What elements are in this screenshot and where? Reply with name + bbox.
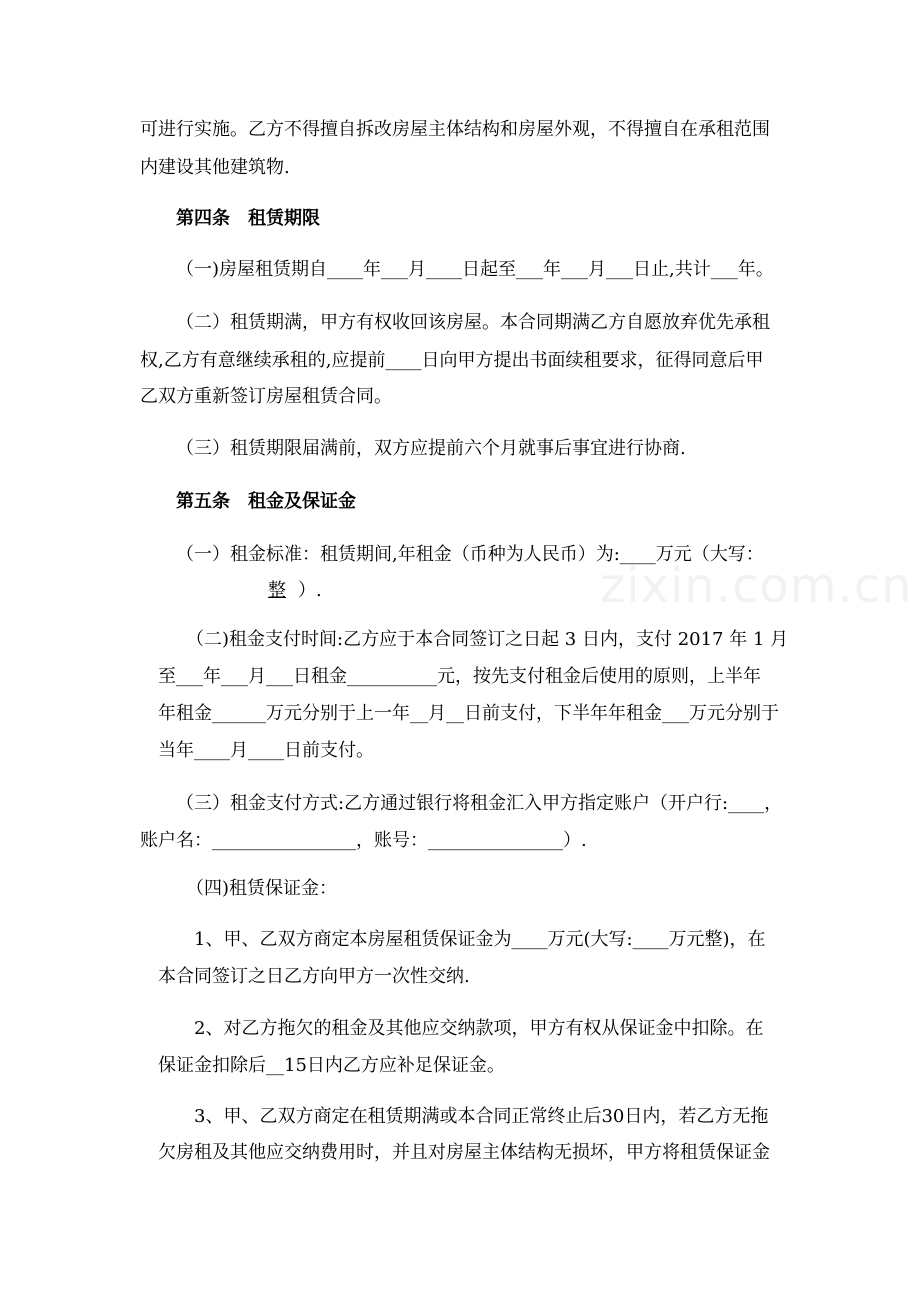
text-line: （二)租金支付时间:乙方应于本合同签订之日起 3 日内，支付 2017 年 1 月 <box>186 629 789 650</box>
text-line: （一）租金标准：租赁期间,年租金（币种为人民币）为:____万元（大写： <box>176 544 764 565</box>
text-line: 年租金______万元分别于上一年__月__日前支付，下半年年租金___万元分别于 <box>158 703 779 724</box>
section-heading-4: 第四条 租赁期限 <box>176 208 320 229</box>
text-segment: ）. <box>298 580 322 601</box>
text-line: 保证金扣除后__15日内乙方应补足保证金。 <box>158 1055 505 1076</box>
text-line: 本合同签订之日乙方向甲方一次性交纳. <box>158 966 470 987</box>
text-line <box>268 579 322 603</box>
text-line: （一)房屋租赁期自____年___月____日起至___年___月___日止,共计___年。 <box>176 259 774 280</box>
text-line: 2、对乙方拖欠的租金及其他应交纳款项，甲方有权从保证金中扣除。在 <box>194 1018 764 1039</box>
underlined-text: 整 <box>268 580 286 601</box>
text-line: （三）租赁期限届满前，双方应提前六个月就事后事宜进行协商. <box>176 438 686 459</box>
text-line: 至___年___月___日租金__________元，按先支付租金后使用的原则，上半年 <box>158 666 761 687</box>
section-heading-5: 第五条 租金及保证金 <box>176 491 356 512</box>
text-line: （四)租赁保证金： <box>186 878 338 899</box>
text-line: （三）租金支付方式:乙方通过银行将租金汇入甲方指定账户（开户行:____， <box>176 793 783 814</box>
text-line: 可进行实施。乙方不得擅自拆改房屋主体结构和房屋外观，不得擅自在承租范围 <box>140 119 770 140</box>
text-line: （二）租赁期满，甲方有权收回该房屋。本合同期满乙方自愿放弃优先承租 <box>176 312 770 333</box>
text-line: 账户名：________________，账号：_______________）. <box>140 830 587 851</box>
text-line: 内建设其他建筑物. <box>140 157 290 178</box>
text-line: 3、甲、乙双方商定在租赁期满或本合同正常终止后30日内，若乙方无拖 <box>194 1106 769 1127</box>
text-line: 1、甲、乙双方商定本房屋租赁保证金为____万元(大写:____万元整)，在 <box>194 929 766 950</box>
watermark: zixin.com.cn <box>600 558 913 614</box>
text-line: 乙双方重新签订房屋租赁合同。 <box>140 386 392 407</box>
text-line: 权,乙方有意继续承租的,应提前____日向甲方提出书面续租要求，征得同意后甲 <box>140 350 764 371</box>
text-line: 欠房租及其他应交纳费用时，并且对房屋主体结构无损坏，甲方将租赁保证金 <box>158 1142 770 1163</box>
text-line: 当年____月____日前支付。 <box>158 740 374 761</box>
